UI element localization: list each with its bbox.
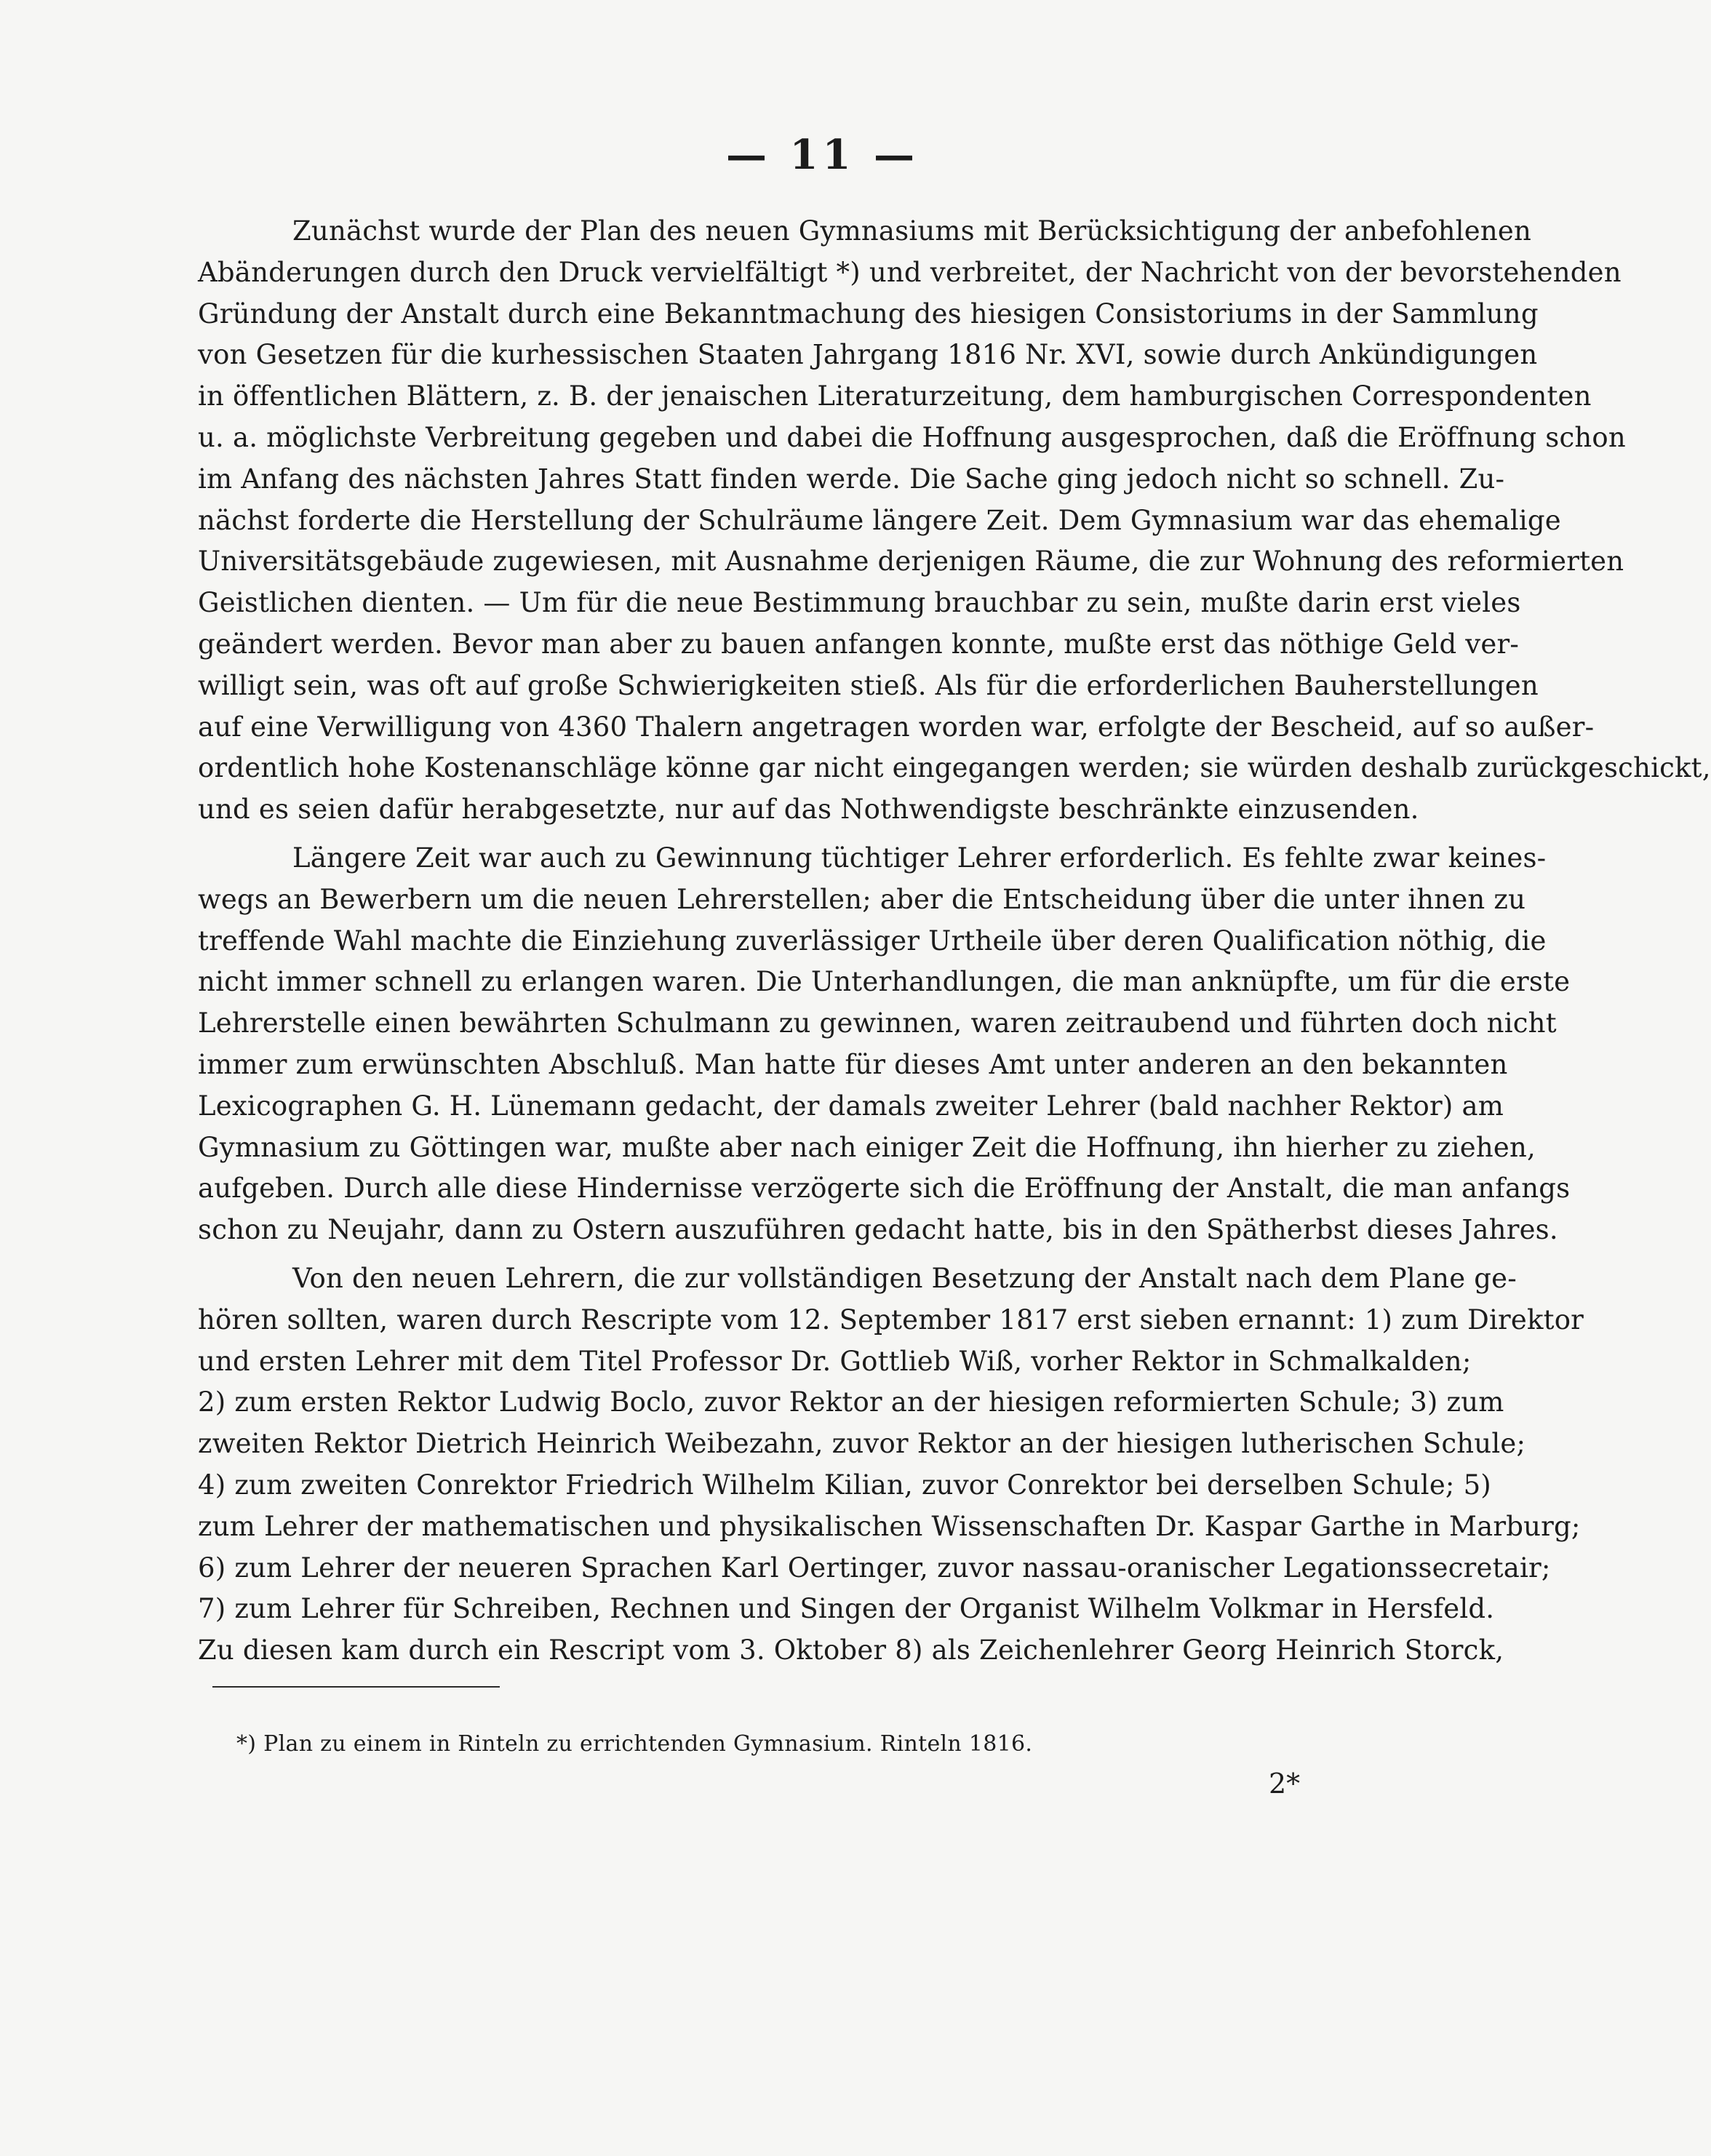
text-line: willigt sein, was oft auf große Schwierigkeiten stieß. Als für die erforderlichen Bauherstellungen — [198, 669, 1539, 701]
text-line: und ersten Lehrer mit dem Titel Professor Dr. Gottlieb Wiß, vorher Rektor in Schmalkalden; — [198, 1345, 1472, 1377]
text-line: 7) zum Lehrer für Schreiben, Rechnen und Singen der Organist Wilhelm Volkmar in Hersfeld. — [198, 1593, 1495, 1625]
text-line: Lexicographen G. H. Lünemann gedacht, der damals zweiter Lehrer (bald nachher Rektor) am — [198, 1090, 1504, 1122]
text-line: und es seien dafür herabgesetzte, nur auf das Nothwendigste beschränkte einzusenden. — [198, 794, 1419, 826]
text-line: nicht immer schnell zu erlangen waren. Die Unterhandlungen, die man anknüpfte, um für die erste — [198, 966, 1571, 998]
text-line: Geistlichen dienten. — Um für die neue Bestimmung brauchbar zu sein, mußte darin erst vieles — [198, 587, 1521, 619]
text-line: im Anfang des nächsten Jahres Statt finden werde. Die Sache ging jedoch nicht so schnell. Zu- — [198, 463, 1505, 495]
text-line: Lehrerstelle einen bewährten Schulmann zu gewinnen, waren zeitraubend und führten doch nicht — [198, 1007, 1557, 1039]
text-line: auf eine Verwilligung von 4360 Thalern angetragen worden war, erfolgte der Bescheid, auf so außer- — [198, 711, 1595, 743]
text-line: 4) zum zweiten Conrektor Friedrich Wilhelm Kilian, zuvor Conrektor bei derselben Schule; 5) — [198, 1469, 1491, 1501]
text-line: 2) zum ersten Rektor Ludwig Boclo, zuvor Rektor an der hiesigen reformierten Schule; 3) zum — [198, 1386, 1504, 1418]
text-line: Von den neuen Lehrern, die zur vollständigen Besetzung der Anstalt nach dem Plane ge- — [292, 1262, 1517, 1294]
text-line: hören sollten, waren durch Rescripte vom 12. September 1817 erst sieben ernannt: 1) zum Direktor — [198, 1303, 1584, 1335]
text-line: u. a. möglichste Verbreitung gegeben und dabei die Hoffnung ausgesprochen, daß die Eröffnung schon — [198, 421, 1626, 453]
text-line: immer zum erwünschten Abschluß. Man hatte für dieses Amt unter anderen an den bekannten — [198, 1048, 1508, 1080]
text-line: Abänderungen durch den Druck vervielfältigt *) und verbreitet, der Nachricht von der bevorstehenden — [198, 256, 1622, 288]
text-line: wegs an Bewerbern um die neuen Lehrerstellen; aber die Entscheidung über die unter ihnen zu — [198, 883, 1526, 915]
text-line: zweiten Rektor Dietrich Heinrich Weibezahn, zuvor Rektor an der hiesigen lutherischen Schule; — [198, 1428, 1526, 1460]
paragraph — [198, 211, 1711, 831]
text-line: Zu diesen kam durch ein Rescript vom 3. Oktober 8) als Zeichenlehrer Georg Heinrich Storck, — [198, 1634, 1504, 1666]
text-line: Zunächst wurde der Plan des neuen Gymnasiums mit Berücksichtigung der anbefohlenen — [292, 215, 1531, 247]
paragraph — [198, 838, 1571, 1251]
text-line: ordentlich hohe Kostenanschläge könne gar nicht eingegangen werden; sie würden deshalb zurückgeschickt, — [198, 752, 1711, 784]
page-number: — 11 — — [726, 131, 919, 179]
text-line: Gymnasium zu Göttingen war, mußte aber nach einiger Zeit die Hoffnung, ihn hierher zu ziehen, — [198, 1131, 1536, 1163]
text-line: Universitätsgebäude zugewiesen, mit Ausnahme derjenigen Räume, die zur Wohnung des reformierten — [198, 546, 1624, 578]
text-line: nächst forderte die Herstellung der Schulräume längere Zeit. Dem Gymnasium war das ehemalige — [198, 504, 1561, 536]
text-line: treffende Wahl machte die Einziehung zuverlässiger Urtheile über deren Qualification nöthig, die — [198, 925, 1547, 957]
text-line: Längere Zeit war auch zu Gewinnung tüchtiger Lehrer erforderlich. Es fehlte zwar keines- — [292, 842, 1547, 874]
text-line: schon zu Neujahr, dann zu Ostern auszuführen gedacht hatte, bis in den Spätherbst dieses Jahres. — [198, 1214, 1558, 1246]
text-line: von Gesetzen für die kurhessischen Staaten Jahrgang 1816 Nr. XVI, sowie durch Ankündigungen — [198, 339, 1538, 371]
footnote-divider — [212, 1686, 500, 1688]
text-line: geändert werden. Bevor man aber zu bauen anfangen konnte, mußte erst das nöthige Geld ver- — [198, 628, 1520, 660]
text-line: 6) zum Lehrer der neueren Sprachen Karl Oertinger, zuvor nassau-oranischer Legationssecretair; — [198, 1552, 1551, 1584]
signature-mark: 2* — [1269, 1768, 1301, 1800]
footnote: *) Plan zu einem in Rinteln zu errichtenden Gymnasium. Rinteln 1816. — [236, 1731, 1033, 1757]
body-text — [198, 211, 1711, 1672]
text-line: in öffentlichen Blättern, z. B. der jenaischen Literaturzeitung, dem hamburgischen Correspondenten — [198, 380, 1592, 412]
paragraph — [198, 1258, 1584, 1672]
text-line: aufgeben. Durch alle diese Hindernisse verzögerte sich die Eröffnung der Anstalt, die man anfangs — [198, 1173, 1571, 1205]
text-line: zum Lehrer der mathematischen und physikalischen Wissenschaften Dr. Kaspar Garthe in Marburg; — [198, 1510, 1581, 1542]
text-line: Gründung der Anstalt durch eine Bekanntmachung des hiesigen Consistoriums in der Sammlung — [198, 298, 1539, 330]
